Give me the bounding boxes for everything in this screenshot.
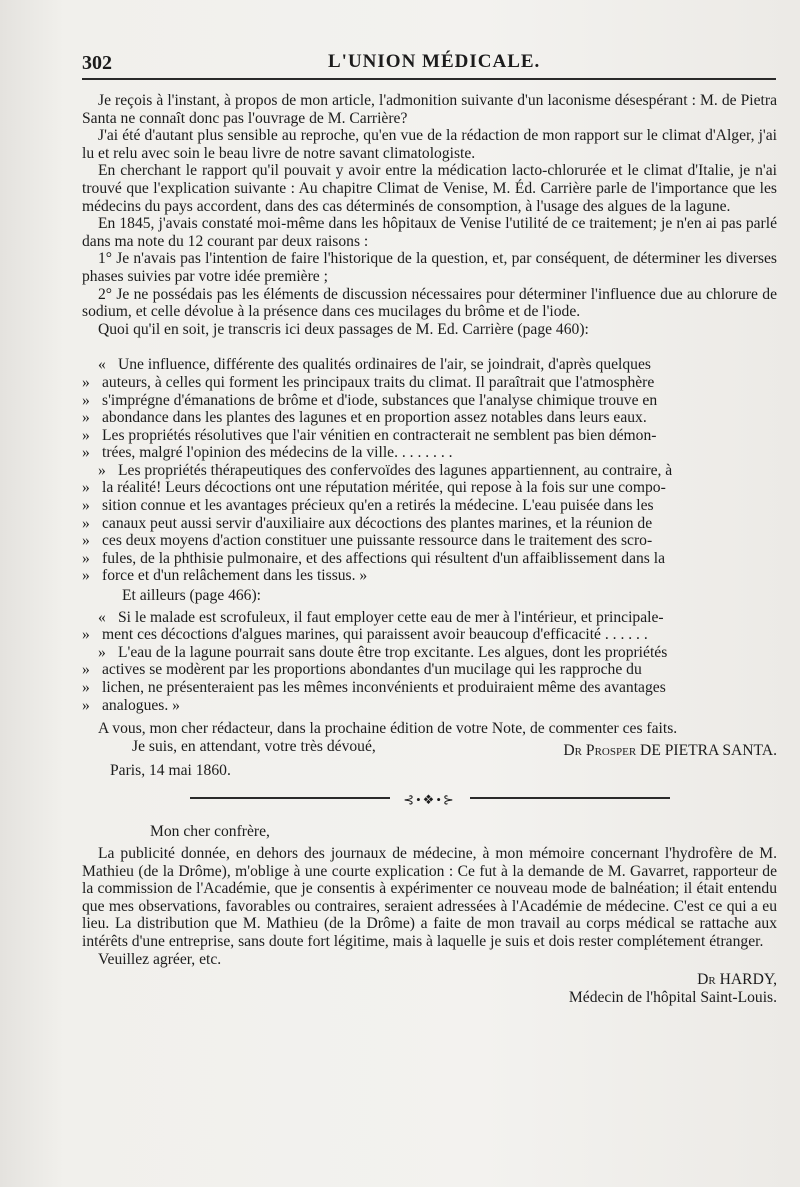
running-title: L'UNION MÉDICALE. — [328, 51, 541, 72]
quote-mark: » — [82, 444, 90, 462]
quote-mark: » — [82, 497, 90, 515]
author-title: Médecin de l'hôpital Saint-Louis. — [568, 988, 777, 1006]
page-header — [82, 48, 776, 80]
quote-text: Les propriétés thérapeutiques des confervoïdes des lagunes appartiennent, au contraire, à — [118, 461, 673, 479]
closing-paragraph: A vous, mon cher rédacteur, dans la prochaine édition de votre Note, de commenter ces faits. — [98, 720, 678, 738]
quote-mark: » — [82, 391, 90, 409]
quote-mark: » — [82, 661, 90, 679]
signature-block — [82, 971, 777, 1007]
quote-line — [82, 497, 777, 515]
quote-mark: » — [82, 373, 90, 391]
paragraph: La publicité donnée, en dehors des journaux de médecine, à mon mémoire concernant l'hydrofère de M. Mathieu (de la Drôme), m'oblige à une courte explication : Ce fut à la demande de M. Gavarret, rapporteur de la commission de l'Académie, que je consentis à expérimenter ce nouveau mode de balnéation; il était entendu que mes observations, favorables ou contraires, seraient adressées à l'Académie de médecine. C'est ce qui a eu lieu. La distribution que M. Mathieu (de la Drôme) a faite de mon travail au corps médical se rattache aux intérêts d'une entreprise, sans doute fort légitime, mais à laquelle je suis et dois rester complétement étranger. — [82, 844, 777, 950]
quote-line — [82, 567, 777, 585]
quote-mark: » — [82, 514, 90, 532]
quotation-block — [82, 356, 777, 585]
quote-mark: » — [98, 461, 106, 479]
quote-mark: » — [82, 532, 90, 550]
quote-text: canaux peut aussi servir d'auxiliaire aux décoctions des plantes marines, et la réunion de — [102, 514, 653, 532]
quote-text: force et d'un relâchement dans les tissus. » — [102, 567, 368, 585]
signoff-line — [82, 737, 777, 759]
quote-mark: » — [82, 567, 90, 585]
quote-text: Si le malade est scrofuleux, il faut employer cette eau de mer à l'intérieur, et principale- — [118, 608, 664, 626]
ornamental-divider — [190, 791, 670, 808]
quote-text: analogues. » — [102, 696, 180, 714]
quote-text: lichen, ne présenteraient pas les mêmes inconvénients et produiraient même des avantages — [102, 679, 666, 696]
quote-line — [82, 374, 777, 392]
quote-line — [82, 532, 777, 550]
paragraph: 2° Je ne possédais pas les éléments de discussion nécessaires pour déterminer l'influence due au chlorure de sodium, et celle dévolue à la présence dans ces mucilages du brôme et de l'iode. — [82, 285, 777, 321]
quote-line — [82, 644, 777, 662]
quote-text: s'imprégne d'émanations de brôme et d'iode, substances que l'analyse chimique trouve en — [102, 391, 658, 409]
quote-text: actives se modèrent par les proportions abondantes d'un mucilage qui les rapproche du — [102, 661, 642, 679]
quote-line — [82, 609, 777, 627]
paragraph: Quoi qu'il en soit, je transcris ici deux passages de M. Ed. Carrière (page 460): — [98, 320, 589, 338]
divider-line — [190, 797, 390, 799]
paragraph: J'ai été d'autant plus sensible au reproche, qu'en vue de la rédaction de mon rapport sur le climat d'Alger, j'ai lu et relu avec soin le beau livre de notre savant climatologiste. — [82, 127, 777, 162]
page-number: 302 — [82, 52, 112, 74]
quotation-block — [82, 609, 777, 715]
quote-mark: » — [82, 679, 90, 696]
section-label: Et ailleurs (page 466): — [122, 587, 261, 605]
quote-line — [82, 479, 777, 497]
author-signature: Dr HARDY, — [697, 970, 777, 988]
quote-mark: » — [82, 479, 90, 497]
quote-text: fules, de la phthisie pulmonaire, et des affections qui résultent d'un affaiblissement dans la — [102, 549, 666, 567]
letter-date: Paris, 14 mai 1860. — [110, 761, 231, 779]
quote-mark: « — [98, 608, 106, 626]
quote-text: Les propriétés résolutives que l'air vénitien en contracterait ne semblent pas bien démon- — [102, 426, 657, 444]
quote-line — [82, 356, 777, 374]
divider-line — [470, 797, 670, 799]
quote-line — [82, 697, 777, 715]
quote-line — [82, 515, 777, 533]
quote-line — [82, 444, 777, 462]
quote-mark: » — [82, 696, 90, 714]
signoff-line — [82, 951, 777, 969]
paragraph: Je reçois à l'instant, à propos de mon article, l'admonition suivante d'un laconisme désespérant : M. de Pietra Santa ne connaît donc pas l'ouvrage de M. Carrière? — [82, 92, 777, 127]
salutation: Mon cher confrère, — [150, 823, 270, 841]
quote-line — [82, 679, 777, 697]
quote-text: ment ces décoctions d'algues marines, qui paraissent avoir beaucoup d'efficacité . . . . . . — [102, 626, 648, 644]
paragraph: En cherchant le rapport qu'il pouvait y avoir entre la médication lacto-chlorurée et le climat d'Italie, je n'ai trouvé que l'explication suivante : Au chapitre Climat de Venise, M. Éd. Carrière parle de l'importance que les médecins du pays accordent, dans des cas déterminés de consomption, à l'usage des algues de la lagune. — [82, 162, 777, 215]
quote-line — [82, 661, 777, 679]
quote-text: trées, malgré l'opinion des médecins de la ville. . . . . . . . — [102, 444, 453, 462]
quote-line — [82, 626, 777, 644]
author-signature: Dr Prosper DE PIETRA SANTA. — [563, 741, 777, 759]
quote-line — [82, 409, 777, 427]
quote-line — [82, 462, 777, 480]
quote-mark: » — [82, 409, 90, 427]
quote-mark: » — [82, 426, 90, 444]
quote-mark: « — [98, 356, 106, 374]
quote-mark: » — [98, 643, 106, 661]
quote-text: Une influence, différente des qualités ordinaires de l'air, se joindrait, d'après quelques — [118, 356, 651, 374]
signoff-text: Veuillez agréer, etc. — [98, 950, 222, 968]
article-body — [82, 92, 777, 1007]
quote-text: auteurs, à celles qui forment les principaux traits du climat. Il paraîtrait que l'atmosphère — [102, 373, 655, 391]
quote-text: abondance dans les plantes des lagunes et en proportion assez notables dans leurs eaux. — [102, 409, 647, 427]
quote-line — [82, 550, 777, 568]
quote-text: la réalité! Leurs décoctions ont une réputation méritée, qui repose à la fois sur une compo- — [102, 479, 666, 497]
paragraph: 1° Je n'avais pas l'intention de faire l'historique de la question, et, par conséquent, de déterminer les diverses phases suivies par votre idée première ; — [82, 250, 777, 285]
quote-text: L'eau de la lagune pourrait sans doute être trop excitante. Les algues, dont les propriétés — [118, 643, 668, 661]
quote-text: sition connue et les avantages précieux qu'en a retirés la médecine. L'eau puisée dans les — [102, 497, 654, 515]
quote-line — [82, 392, 777, 410]
signoff-text: Je suis, en attendant, votre très dévoué, — [132, 737, 376, 755]
divider-ornament-icon: ⊰•❖•⊱ — [403, 792, 456, 808]
quote-line — [82, 427, 777, 445]
quote-text: ces deux moyens d'action constituer une puissante ressource dans le traitement des scro- — [102, 532, 653, 550]
paragraph: En 1845, j'avais constaté moi-même dans les hôpitaux de Venise l'utilité de ce traitement; je n'en ai pas parlé dans ma note du 12 courant par deux raisons : — [82, 215, 777, 250]
quote-mark: » — [82, 626, 90, 644]
quote-mark: » — [82, 549, 90, 567]
